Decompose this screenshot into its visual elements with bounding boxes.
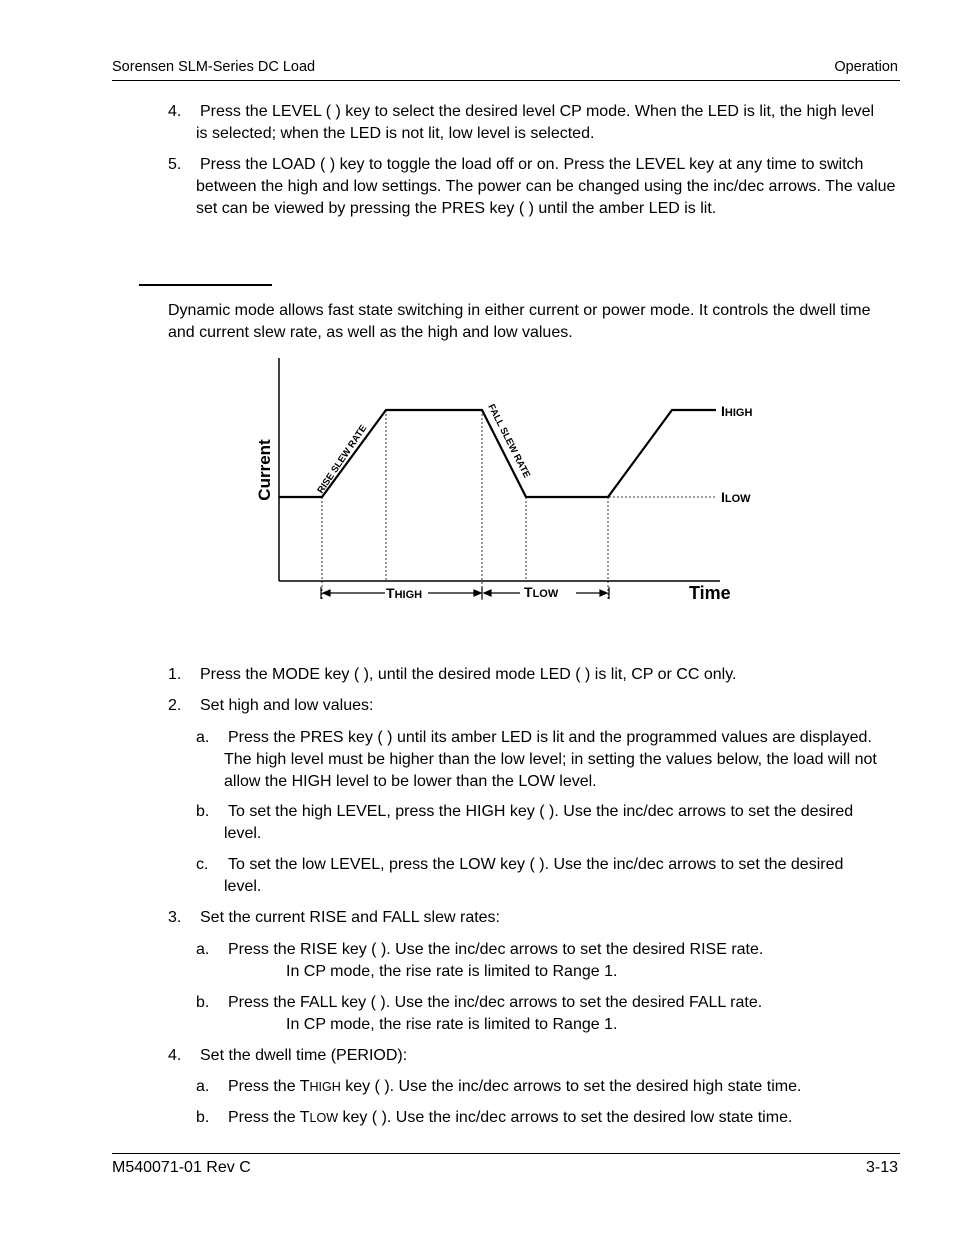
step-3b-number: b. bbox=[196, 994, 210, 1011]
step-2-number: 2. bbox=[168, 697, 182, 714]
step-1-number: 1. bbox=[168, 666, 182, 683]
step-3b-note: In CP mode, the rise rate is limited to Range 1. bbox=[286, 1016, 618, 1033]
step-2a-text: Press the PRES key ( ) until its amber LED is lit and the programmed values are displayed. The high level must be higher than the low level; in setting the values below, the load will not allow the HIGH level to be lower than the LOW level. bbox=[224, 729, 877, 790]
step-4b-text: Press the TLOW key ( ). Use the inc/dec arrows to set the desired low state time. bbox=[228, 1109, 793, 1126]
top-step-4-text: Press the LEVEL ( ) key to select the desired level CP mode. When the LED is lit, the high level is selected; when the LED is not lit, low level is selected. bbox=[196, 103, 875, 142]
ilow-label: ILOW bbox=[721, 489, 751, 505]
step-2c-number: c. bbox=[196, 856, 209, 873]
ihigh-label: IHIGH bbox=[721, 403, 753, 419]
step-2b-number: b. bbox=[196, 803, 210, 820]
step-4b-number: b. bbox=[196, 1109, 210, 1126]
intro-paragraph: Dynamic mode allows fast state switching in either current or power mode. It controls the dwell time and current slew rate, as well as the high and low values. bbox=[168, 302, 871, 341]
step-4a-text: Press the THIGH key ( ). Use the inc/dec arrows to set the desired high state time. bbox=[228, 1078, 802, 1095]
step-2c-text: To set the low LEVEL, press the LOW key ( ). Use the inc/dec arrows to set the desired level. bbox=[224, 856, 844, 895]
step-3a-note: In CP mode, the rise rate is limited to Range 1. bbox=[286, 963, 618, 980]
header-rule bbox=[112, 80, 900, 81]
step-2a-number: a. bbox=[196, 729, 210, 746]
section-heading-rule bbox=[139, 284, 272, 286]
step-4-number: 4. bbox=[168, 1047, 182, 1064]
footer-rule bbox=[112, 1153, 900, 1154]
step-2-text: Set high and low values: bbox=[200, 697, 374, 714]
step-4a-number: a. bbox=[196, 1078, 210, 1095]
y-axis-label: Current bbox=[255, 439, 274, 501]
header-title: Sorensen SLM-Series DC Load bbox=[112, 59, 316, 75]
x-axis-label: Time bbox=[689, 583, 731, 603]
fall-slew-label: FALL SLEW RATE bbox=[485, 402, 533, 480]
step-3-text: Set the current RISE and FALL slew rates: bbox=[200, 909, 500, 926]
footer-page-number: 3-13 bbox=[865, 1159, 898, 1176]
step-1-text: Press the MODE key ( ), until the desired mode LED ( ) is lit, CP or CC only. bbox=[200, 666, 737, 683]
tlow-label: TLOW bbox=[524, 584, 559, 600]
reference-lines bbox=[322, 410, 716, 600]
footer-doc-number: M540071-01 Rev C bbox=[112, 1159, 251, 1176]
thigh-label: THIGH bbox=[386, 585, 423, 601]
step-4-text: Set the dwell time (PERIOD): bbox=[200, 1047, 408, 1064]
top-step-5-text: Press the LOAD ( ) key to toggle the load off or on. Press the LEVEL key at any time to switch between the high and low settings. The power can be changed using the inc/dec arrows. The value set can be viewed by pressing the PRES key ( ) until the amber LED is lit. bbox=[196, 156, 896, 217]
step-3b-text: Press the FALL key ( ). Use the inc/dec arrows to set the desired FALL rate. bbox=[228, 994, 763, 1011]
step-3a-text: Press the RISE key ( ). Use the inc/dec arrows to set the desired RISE rate. bbox=[228, 941, 764, 958]
rise-slew-label: RISE SLEW RATE bbox=[315, 423, 370, 496]
top-step-4-number: 4. bbox=[168, 103, 182, 120]
step-2b-text: To set the high LEVEL, press the HIGH key ( ). Use the inc/dec arrows to set the desired level. bbox=[224, 803, 854, 842]
dwell-arrows bbox=[321, 587, 609, 599]
top-step-5-number: 5. bbox=[168, 156, 182, 173]
header-section: Operation bbox=[834, 59, 898, 75]
dynamic-mode-diagram bbox=[230, 350, 790, 615]
step-3-number: 3. bbox=[168, 909, 182, 926]
step-3a-number: a. bbox=[196, 941, 210, 958]
